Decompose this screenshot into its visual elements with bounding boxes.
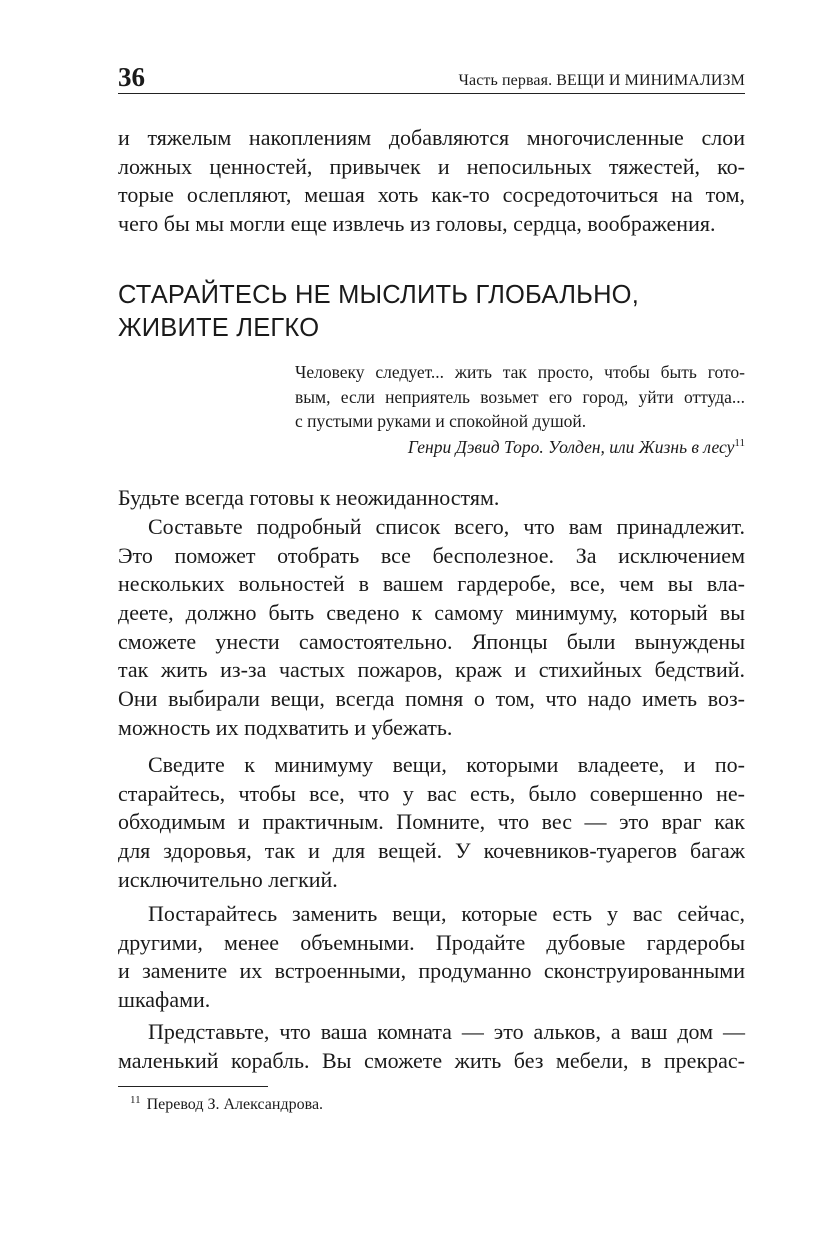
paragraph	[118, 900, 745, 1015]
text-line: сможете унести самостоятельно. Японцы были вынуждены	[118, 628, 745, 654]
text-line: Составьте подробный список всего, что вам принадлежит.	[148, 514, 745, 539]
text-line: маленький корабль. Вы сможете жить без мебели, в прекрас-	[118, 1047, 745, 1073]
heading-line: ЖИВИТЕ ЛЕГКО	[118, 314, 320, 342]
text-line: можность их подхватить и убежать.	[118, 714, 453, 740]
paragraph	[118, 1018, 745, 1075]
epigraph-attribution	[408, 437, 745, 458]
paragraph	[118, 513, 745, 743]
text-line: чего бы мы могли еще извлечь из головы, сердца, воображения.	[118, 211, 716, 237]
footnote-rule	[118, 1086, 268, 1087]
text-line: Это поможет отобрать все бесполезное. За исключением	[118, 542, 745, 568]
text-line: и замените их встроенными, продуманно сконструированными	[118, 958, 745, 984]
footnote-ref: 11	[734, 437, 745, 449]
intro-paragraph	[118, 124, 745, 239]
text-line: Они выбирали вещи, всегда помня о том, что надо иметь воз-	[118, 686, 745, 712]
text-line: Постарайтесь заменить вещи, которые есть у вас сейчас,	[148, 901, 745, 926]
header-rule	[118, 93, 745, 94]
epigraph-line: с пустыми руками и спокойной душой.	[295, 411, 587, 432]
text-line: деете, должно быть сведено к самому минимуму, который вы	[118, 600, 745, 626]
running-head: Часть первая. ВЕЩИ И МИНИМАЛИЗМ	[458, 72, 745, 89]
footnote	[130, 1094, 323, 1114]
text-line: и тяжелым накоплениям добавляются многочисленные слои	[118, 125, 745, 150]
paragraph	[118, 484, 745, 513]
epigraph-line: Человеку следует... жить так просто, чтобы быть гото-	[295, 362, 745, 382]
text-line: торые ослепляют, мешая хоть как-то сосредоточиться на том,	[118, 182, 745, 208]
text-line: Сведите к минимуму вещи, которыми владеете, и по-	[148, 752, 745, 777]
text-line: ложных ценностей, привычек и непосильных тяжестей, ко-	[118, 153, 745, 179]
epigraph-line: вым, если неприятель возьмет его город, уйти оттуда...	[295, 386, 745, 407]
text-line: старайтесь, чтобы все, что у вас есть, было совершенно не-	[118, 780, 745, 806]
text-line: Представьте, что ваша комната — это альков, а ваш дом —	[148, 1019, 745, 1044]
text-line: нескольких вольностей в вашем гардеробе, все, чем вы вла-	[118, 571, 745, 597]
text-line: обходимым и практичным. Помните, что вес — это враг как	[118, 809, 745, 835]
page-number: 36	[118, 62, 145, 92]
text-line: исключительно легкий.	[118, 866, 338, 892]
text-line: шкафами.	[118, 987, 211, 1013]
paragraph	[118, 751, 745, 894]
footnote-text: Перевод З. Александрова.	[146, 1096, 324, 1113]
heading-line: СТАРАЙТЕСЬ НЕ МЫСЛИТЬ ГЛОБАЛЬНО,	[118, 281, 640, 309]
text-line: для здоровья, так и для вещей. У кочевников-туарегов багаж	[118, 838, 745, 864]
text-line: так жить из-за частых пожаров, краж и стихийных бедствий.	[118, 657, 745, 683]
text-line: другими, менее объемными. Продайте дубовые гардеробы	[118, 929, 745, 955]
footnote-number: 11	[130, 1094, 141, 1106]
text-line: Будьте всегда готовы к неожиданностям.	[118, 485, 500, 510]
section-heading	[118, 279, 745, 345]
attribution-text: Генри Дэвид Торо. Уолден, или Жизнь в лесу	[407, 437, 735, 457]
epigraph	[295, 360, 745, 434]
